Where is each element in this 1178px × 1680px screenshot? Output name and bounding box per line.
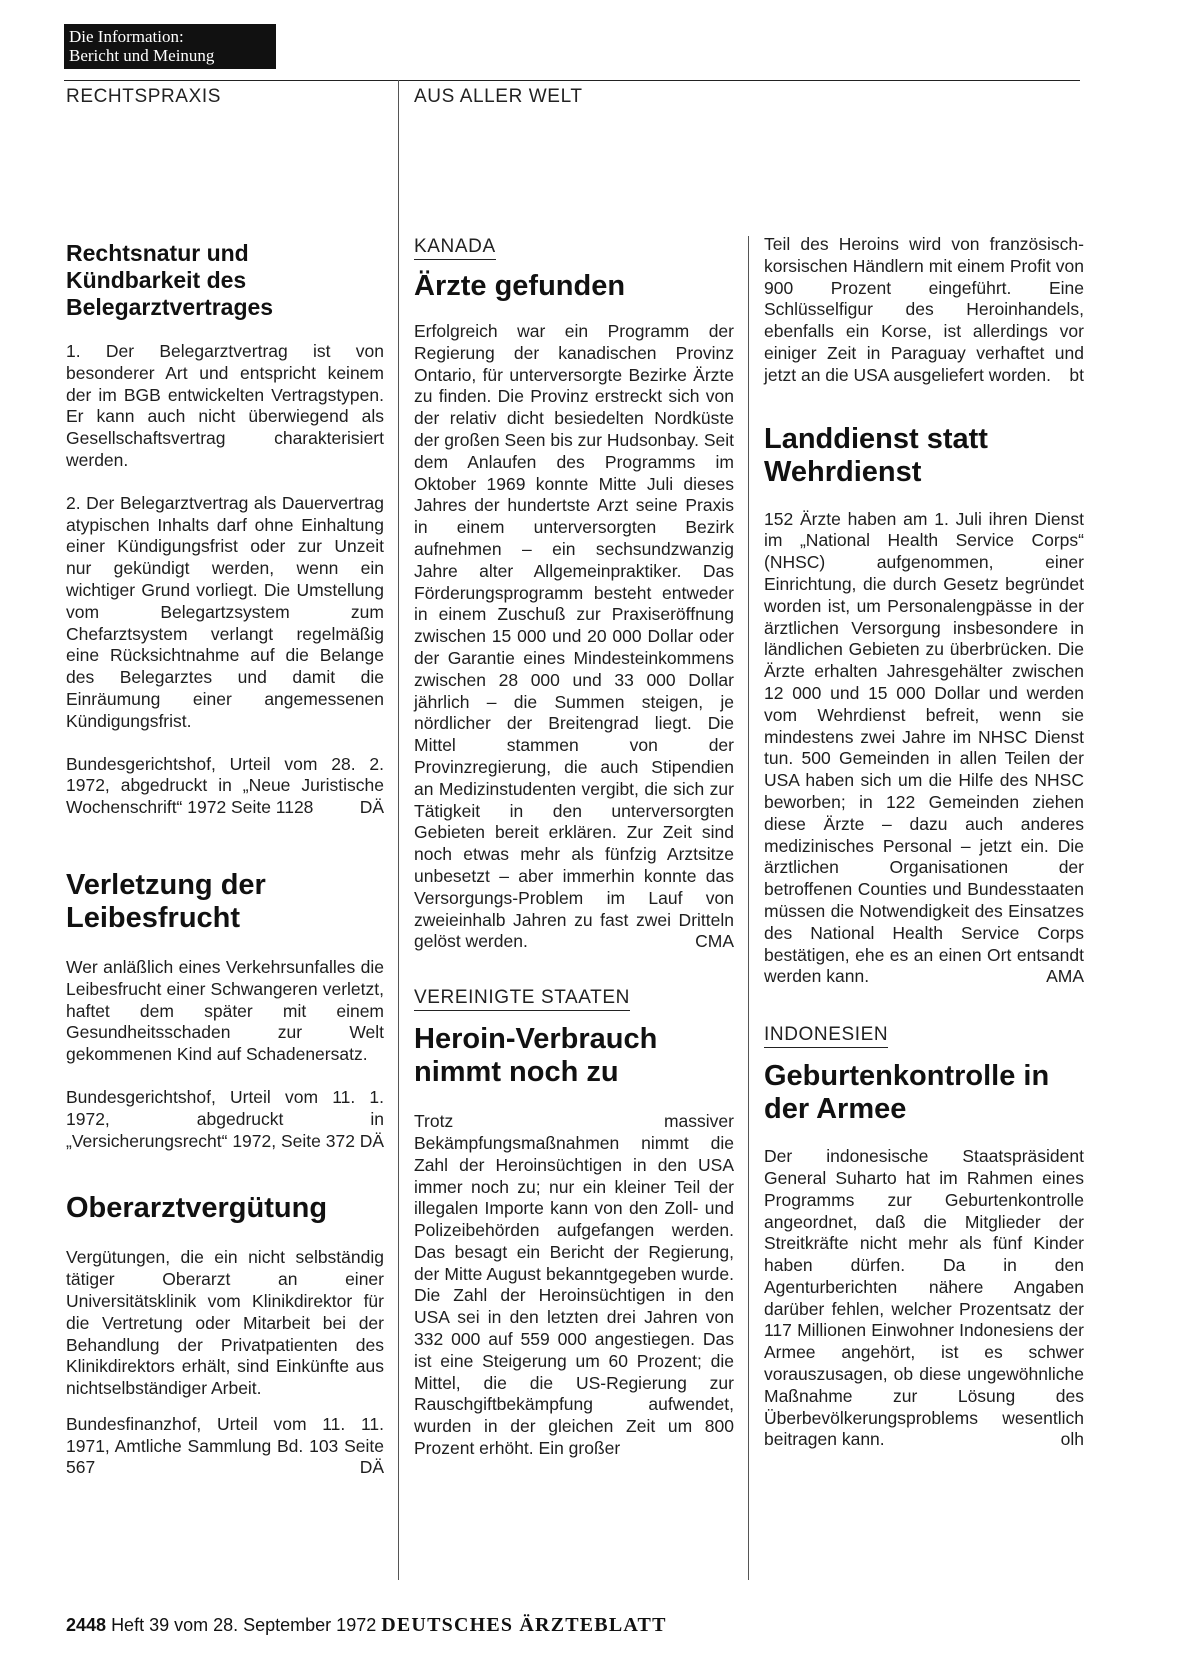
paragraph-text: 152 Ärzte haben am 1. Juli ihren Dienst im „National Health Service Corps“ (NHSC) aufgenommen, einer Einrichtung, die durch Gesetz begründet worden ist, um Personalengpässe in der ärztlichen Versorgung insbesondere in ländlichen Gebieten zu überbrücken. Die Ärzte erhalten Jahresgehälter zwischen 12 000 und 15 000 Dollar und werden vom Wehrdienst befreit, wenn sie mindestens zwei Jahre im NHSC Dienst tun. 500 Gemeinden in allen Teilen der USA haben sich um die Hilfe des NHSC beworben; in 122 Gemeinden ziehen diese Ärzte – dazu auch anderes medizinisches Personal – jetzt ein. Die ärztlichen Organisationen der betroffenen Counties und Bundesstaaten müssen die Notwendigkeit des Einsatzes des National Health Service Corps bestätigen, ehe es an einen Ort entsandt werden kann. [764,508,1084,987]
article-source [66,1414,384,1479]
column-divider-right [748,236,749,1580]
column-rechtspraxis [66,236,384,1479]
author-signature: DÄ [359,1457,384,1478]
badge-line-2: Bericht und Meinung [69,46,215,65]
badge-line-1: Die Information: [69,27,184,46]
article-paragraph: Wer anläßlich eines Verkehrsunfalles die Leibesfrucht einer Schwangeren verletzt, haftet dem später mit einem Gesundheitsschaden zur Welt gekommenen Kind auf Schadenersatz. [66,956,384,1065]
country-kicker: KANADA [414,236,496,260]
source-text: Bundesgerichtshof, Urteil vom 28. 2. 1972, abgedruckt in „Neue Juristische Wochenschrift“ 1972 Seite 1128 [66,753,384,818]
article-paragraph [414,321,734,953]
article-paragraph: Trotz massiver Bekämpfungsmaßnahmen nimmt die Zahl der Heroinsüchtigen in den USA immer noch zu; nur ein kleiner Teil der illegalen Importe kann von den Zoll- und Polizeibehörden aufgefangen werden. Das besagt ein Bericht der Regierung, der Mitte August bekanntgegeben wurde. Die Zahl der Heroinsüchtigen in den USA sei in den letzten drei Jahren von 332 000 auf 559 000 angestiegen. Das ist eine Steigerung um 60 Prozent; die Mittel, die die US-Regierung zur Rauschgiftbekämpfung aufwendet, wurden in der gleichen Zeit um 800 Prozent erhöht. Ein großer [414,1111,734,1459]
magazine-name: DEUTSCHES ÄRZTEBLATT [381,1614,667,1636]
article-title: Geburtenkontrolle in der Armee [764,1060,1050,1126]
article-source [66,1087,384,1152]
article-indonesien [764,1024,1084,1451]
article-belegarztvertrag [66,240,384,819]
column-aus-aller-welt-1 [414,236,734,1460]
article-leibesfrucht [66,869,384,1152]
article-title: Verletzung der Leibesfrucht [66,868,266,934]
article-title: Landdienst statt Wehrdienst [764,422,988,488]
article-oberarztverguetung [66,1192,384,1479]
paragraph-text: Der indonesische Staatspräsident General Suharto hat im Rahmen eines Programms zur Geburtenkontrolle angeordnet, daß die Mitglieder der Streitkräfte nicht mehr als fünf Kinder haben dürfen. Da in den Agenturberichten nähere Angaben darüber fehlen, welcher Prozentsatz der 117 Millionen Einwohner Indonesiens der Armee angehört, ist es schwer vorauszusagen, ob diese ungewöhnliche Maßnahme zur Lösung des Überbevölkerungsproblems wesentlich beitragen kann. [764,1146,1084,1450]
article-landdienst [764,423,1084,989]
author-signature: olh [1060,1429,1084,1450]
article-title: Heroin-Verbrauch nimmt noch zu [414,1023,658,1089]
author-signature: CMA [695,931,734,952]
article-kanada [414,236,734,953]
article-continuation [764,234,1084,387]
author-signature: AMA [1046,966,1084,987]
author-signature: DÄ [359,797,384,818]
article-title: Rechtsnatur und Kündbarkeit des Belegarztvertrages [66,240,274,320]
source-text: Bundesfinanzhof, Urteil vom 11. 11. 1971, Amtliche Sammlung Bd. 103 Seite 567 [66,1413,384,1478]
article-paragraph [764,509,1084,989]
country-kicker: VEREINIGTE STAATEN [414,987,630,1011]
page-footer [66,1614,667,1637]
source-text: Bundesgerichtshof, Urteil vom 11. 1. 1972, abgedruckt in „Versicherungsrecht“ 1972, Seite 372 [66,1086,384,1151]
page-number: 2448 [66,1615,107,1635]
column-aus-aller-welt-2 [764,236,1084,1451]
country-kicker: INDONESIEN [764,1024,888,1048]
header-rule [64,80,1080,81]
article-vereinigte-staaten [414,987,734,1460]
column-divider-left [398,80,399,1580]
article-title: Oberarztvergütung [66,1192,328,1225]
author-signature: bt [1069,364,1084,385]
article-paragraph: 2. Der Belegarztvertrag als Dauervertrag atypischen Inhalts darf ohne Einhaltung einer Kündigungsfrist oder zur Unzeit nur gekündigt werden, wenn ein wichtiger Grund vorliegt. Die Umstellung vom Belegartzsystem zum Chefarztsystem verlangt regelmäßig eine Rücksichtnahme auf die Belange des Belegarztes und damit die Einräumung einer angemessenen Kündigungsfrist. [66,492,384,731]
rubric-badge [64,24,276,69]
article-source [66,754,384,819]
paragraph-text: Erfolgreich war ein Programm der Regierung der kanadischen Provinz Ontario, für unterversorgte Bezirke Ärzte zu finden. Die Provinz erstreckt sich von der relativ dicht besiedelten Nordküste der großen Seen bis zur Hudsonbay. Seit dem Anlaufen des Programms im Oktober 1969 konnte Mitte Juli dieses Jahres der hundertste Arzt seine Praxis in einem unterversorgten Bezirk aufnehmen – ein sechsundzwanzig Jahre alter Allgemeinpraktiker. Das Förderungsprogramm besteht entweder in einem Zuschuß zur Praxiseröffnung zwischen 15 000 und 20 000 Dollar oder der Garantie eines Mindesteinkommens zwischen 28 000 und 33 000 Dollar jährlich – die Summen steigen, je nördlicher der Breitengrad liegt. Die Mittel stammen von der Provinzregierung, die auch Stipendien an Medizinstudenten vergibt, die sich zur Tätigkeit in den unterversorgten Gebieten bereit erklären. Zur Zeit sind noch etwas mehr als fünfzig Arztsitze unbesetzt – aber immerhin konnte das Versorgungs-Problem im Lauf von zweieinhalb Jahren zu fast zwei Dritteln gelöst werden. [414,321,734,952]
section-label-left: RECHTSPRAXIS [66,86,222,107]
article-title: Ärzte gefunden [414,270,626,302]
issue-info: Heft 39 vom 28. September 1972 [111,1615,377,1635]
article-paragraph: Vergütungen, die ein nicht selbständig tätiger Oberarzt an einer Universitätsklinik vom Klinikdirektor für die Vertretung oder Mitarbeit bei der Behandlung der Privatpatienten des Klinikdirektors erhält, sind Einkünfte aus nichtselbständiger Arbeit. [66,1247,384,1399]
paragraph-text: Teil des Heroins wird von französisch-korsischen Händlern mit einem Profit von 900 Prozent eingeführt. Eine Schlüsselfigur des Heroinhandels, ebenfalls ein Korse, ist allerdings vor einiger Zeit in Paraguay verhaftet und jetzt an die USA ausgeliefert worden. [764,234,1084,385]
article-paragraph [764,1146,1084,1451]
article-paragraph: 1. Der Belegarztvertrag ist von besonderer Art und entspricht keinem der im BGB entwickelten Vertragstypen. Er kann auch nicht überwiegend als Gesellschaftsvertrag charakterisiert werden. [66,341,384,470]
section-label-right: AUS ALLER WELT [414,86,583,107]
author-signature: DÄ [359,1130,384,1151]
